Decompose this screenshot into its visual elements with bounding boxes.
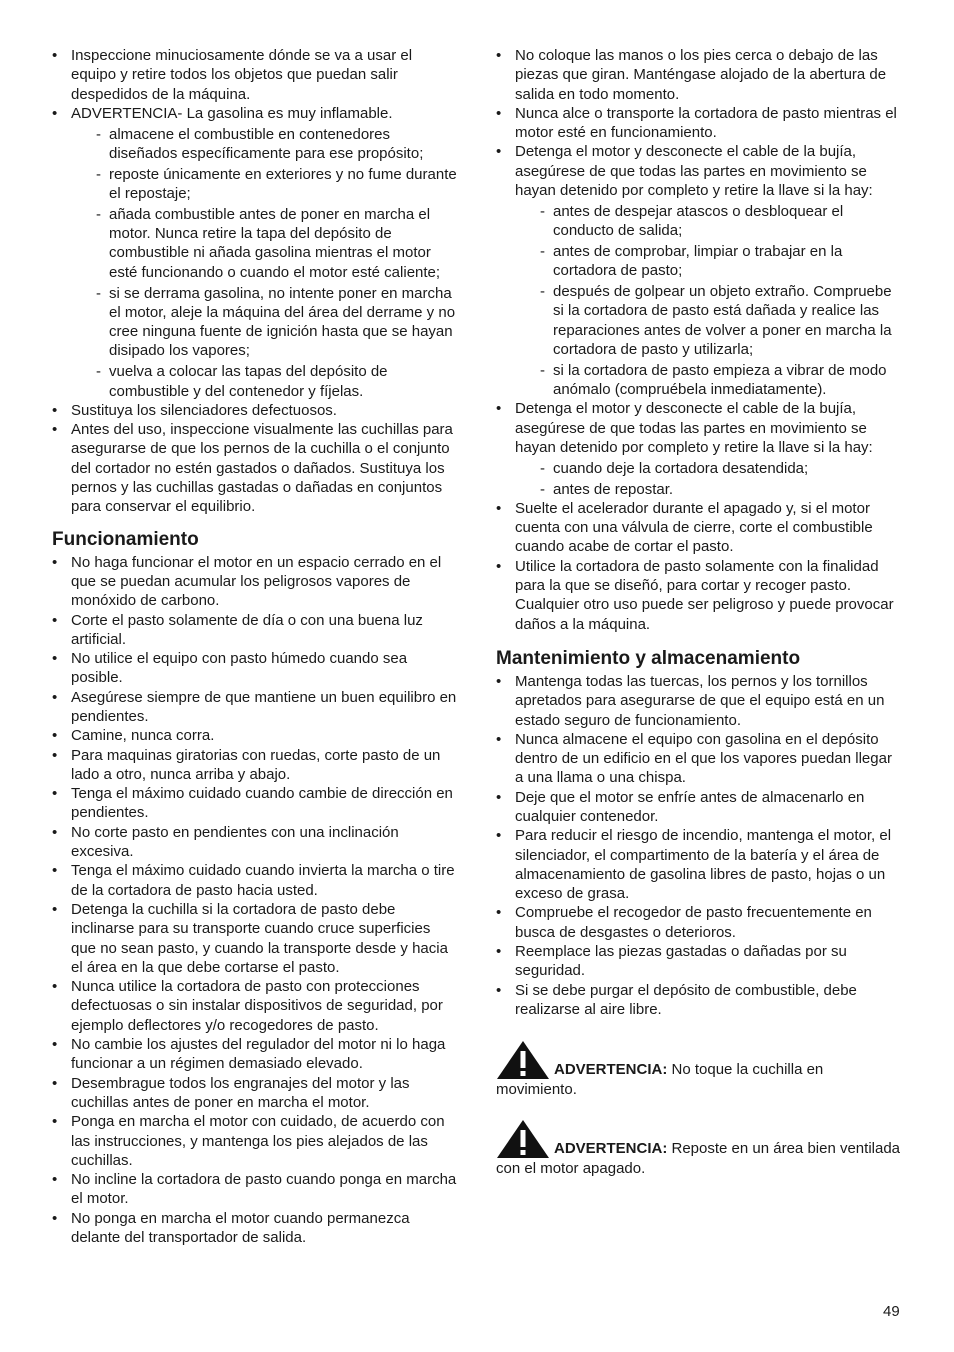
warning-note (496, 1119, 904, 1179)
section-title-mantenimiento: Mantenimiento y almacenamiento (496, 647, 801, 669)
list-item (496, 399, 904, 498)
list-item-text: Si se debe purgar el depósito de combustible, debe realizarse al aire libre. (515, 981, 857, 1018)
warning-icon (496, 1040, 550, 1080)
list-item (496, 142, 904, 399)
list-item-text: No ponga en marcha el motor cuando permanezca delante del transportador de salida. (71, 1209, 410, 1247)
list-item-text: Reemplace las piezas gastadas o dañadas por su seguridad. (515, 943, 847, 980)
right-column (496, 46, 904, 1179)
list-item-text: Para reducir el riesgo de incendio, mantenga el motor, el silenciador, el compartimento de la batería y el área de almacenamiento de gasolina libres de pasto, hojas o un exceso de grasa. (515, 827, 892, 903)
list-item-text: No corte pasto en pendientes con una inclinación excesiva. (71, 823, 399, 861)
sub-list-item: - vuelva a colocar las tapas del depósito de combustible y del contenedor y fíjelas. (71, 362, 457, 401)
list-item (52, 1035, 457, 1074)
list-item-text: Asegúrese siempre de que mantiene un buen equilibro en pendientes. (71, 688, 457, 725)
list-item (496, 499, 904, 557)
list-item (496, 788, 904, 827)
list-item (496, 942, 904, 981)
list-item-text: Compruebe el recogedor de pasto frecuentemente en busca de desgastes o deterioros. (515, 904, 872, 941)
list-item-text: Nunca almacene el equipo con gasolina en el depósito dentro de un edificio en el que los vapores puedan llegar a una llama o una chispa. (515, 730, 892, 787)
list-item (496, 557, 904, 634)
mantenimiento-list (496, 672, 904, 1019)
sub-list (515, 459, 904, 499)
list-item (52, 900, 457, 977)
list-item (52, 1112, 457, 1170)
list-item (52, 823, 457, 862)
list-item (52, 611, 457, 650)
list-item-text: Tenga el máximo cuidado cuando invierta la marcha o tire de la cortadora de pasto hacia usted. (71, 862, 455, 899)
list-item-text: Inspeccione minuciosamente dónde se va a usar el equipo y retire todos los objetos que puedan salir despedidos de la máquina. (71, 47, 413, 103)
list-item (52, 977, 457, 1035)
left-column (52, 46, 457, 1247)
funcionamiento-list (52, 553, 457, 1248)
warning-text: No toque la cuchilla en movimiento. (496, 1061, 824, 1099)
list-item-text: Suelte el acelerador durante el apagado y, si el motor cuenta con una válvula de cierre, corte el combustible cuando acabe de cortar el pasto. (515, 499, 873, 556)
list-item-text: Detenga el motor y desconecte el cable de la bujía, asegúrese de que todas las partes en movimiento se hayan detenido por completo y retire la llave si la hay: (515, 143, 873, 200)
sub-list-item: - antes de despejar atascos o desbloquear el conducto de salida; (515, 202, 904, 241)
sub-list (515, 202, 904, 399)
list-item (496, 46, 904, 104)
list-item-text: No haga funcionar el motor en un espacio cerrado en el que se puedan acumular los peligrosos vapores de monóxido de carbono. (71, 553, 442, 610)
list-item-text: Desembrague todos los engranajes del motor y las cuchillas antes de poner en marcha el motor. (71, 1074, 410, 1111)
safety-list (496, 46, 904, 634)
sub-list-item: - cuando deje la cortadora desatendida; (515, 459, 904, 478)
list-item (496, 730, 904, 788)
list-item (52, 688, 457, 727)
list-item-text: Mantenga todas las tuercas, los pernos y los tornillos apretados para asegurarse de que el equipo está en un estado seguro de funcionamiento. (515, 672, 885, 729)
sub-list-item: - reposte únicamente en exteriores y no fume durante el repostaje; (71, 165, 457, 204)
list-item-text: Detenga la cuchilla si la cortadora de pasto debe inclinarse para su transporte cuando cruce superficies que no sean pasto, y cuando la transporte desde y hacia el área en la que debe cortarse el pasto. (71, 900, 448, 976)
sub-list-item: - almacene el combustible en contenedores diseñados específicamente para ese propósito; (71, 125, 457, 164)
list-item (496, 981, 904, 1020)
sub-list-item: - añada combustible antes de poner en marcha el motor. Nunca retire la tapa del depósito de combustible ni añada gasolina mientras el motor esté funcionando o cuando el motor esté caliente; (71, 205, 457, 282)
list-item (52, 104, 457, 401)
list-item-text: Nunca alce o transporte la cortadora de pasto mientras el motor esté en funcionamiento. (515, 104, 897, 142)
sub-list-item: - después de golpear un objeto extraño. Compruebe si la cortadora de pasto está dañada y realice las reparaciones antes de volver a poner en marcha la cortadora de pasto y utilizarla; (515, 282, 904, 359)
list-item-text: Antes del uso, inspeccione visualmente las cuchillas para asegurarse de que los pernos de la cuchilla o el conjunto del cortador no estén gastados o dañados. Sustituya los pernos y las cuchillas gastadas o dañadas en conjuntos para conservar el equilibrio. (71, 421, 453, 516)
list-item (52, 553, 457, 611)
list-item-text: Utilice la cortadora de pasto solamente con la finalidad para la que se diseñó, para cortar y recoger pasto. Cualquier otro uso puede ser peligroso y puede provocar daños a la máquina. (515, 557, 894, 633)
intro-list (52, 46, 457, 517)
list-item (496, 104, 904, 143)
list-item-text: Ponga en marcha el motor con cuidado, de acuerdo con las instrucciones, y mantenga los pies alejados de las cuchillas. (71, 1113, 445, 1169)
list-item-text: Tenga el máximo cuidado cuando cambie de dirección en pendientes. (71, 785, 453, 822)
list-item (496, 672, 904, 730)
page-number: 49 (883, 1303, 900, 1320)
list-item (52, 1074, 457, 1113)
list-item (52, 746, 457, 785)
warning-icon (496, 1119, 550, 1159)
list-item-text: No incline la cortadora de pasto cuando ponga en marcha el motor. (71, 1171, 457, 1208)
list-item-text: Camine, nunca corra. (71, 727, 215, 745)
warning-label: ADVERTENCIA: (554, 1061, 668, 1079)
list-item-text: Sustituya los silenciadores defectuosos. (71, 401, 337, 419)
warning-label: ADVERTENCIA: (554, 1140, 668, 1158)
sub-list-item: - si la cortadora de pasto empieza a vibrar de modo anómalo (compruébela inmediatamente). (515, 361, 904, 400)
sub-list (71, 125, 457, 401)
list-item-text: Nunca utilice la cortadora de pasto con protecciones defectuosas o sin instalar dispositivos de seguridad, por ejemplo deflectores y/o recogedores de pasto. (71, 978, 443, 1034)
list-item (52, 1209, 457, 1248)
list-item (496, 903, 904, 942)
list-item (52, 1170, 457, 1209)
list-item-text: Para maquinas giratorias con ruedas, corte pasto de un lado a otro, nunca arriba y abajo. (71, 746, 441, 783)
list-item (52, 401, 457, 420)
list-item-text: No cambie los ajustes del regulador del motor ni lo haga funcionar a un régimen demasiado elevado. (71, 1036, 446, 1073)
sub-list-item: - si se derrama gasolina, no intente poner en marcha el motor, aleje la máquina del área del derrame y no cree ninguna fuente de ignición hasta que se hayan disipado los vapores; (71, 284, 457, 361)
sub-list-item: - antes de repostar. (515, 480, 904, 499)
list-item (52, 861, 457, 900)
warning-text: Reposte en un área bien ventilada con el motor apagado. (496, 1140, 901, 1178)
list-item (52, 420, 457, 516)
section-title-funcionamiento: Funcionamiento (52, 528, 199, 550)
list-item-text: Deje que el motor se enfríe antes de almacenarlo en cualquier contenedor. (515, 788, 865, 825)
list-item (52, 649, 457, 688)
list-item (496, 826, 904, 903)
list-item (52, 46, 457, 104)
warning-note (496, 1040, 904, 1100)
sub-list-item: - antes de comprobar, limpiar o trabajar en la cortadora de pasto; (515, 242, 904, 281)
list-item-text: Detenga el motor y desconecte el cable de la bujía, asegúrese de que todas las partes en movimiento se hayan detenido por completo y retire la llave si la hay: (515, 400, 873, 456)
list-item-text: ADVERTENCIA- La gasolina es muy inflamable. (71, 104, 393, 122)
list-item (52, 726, 457, 745)
list-item-text: Corte el pasto solamente de día o con una buena luz artificial. (71, 611, 423, 648)
list-item-text: No utilice el equipo con pasto húmedo cuando sea posible. (71, 650, 408, 687)
list-item-text: No coloque las manos o los pies cerca o debajo de las piezas que giran. Manténgase alojado de la abertura de salida en todo momento. (515, 47, 887, 103)
list-item (52, 784, 457, 823)
